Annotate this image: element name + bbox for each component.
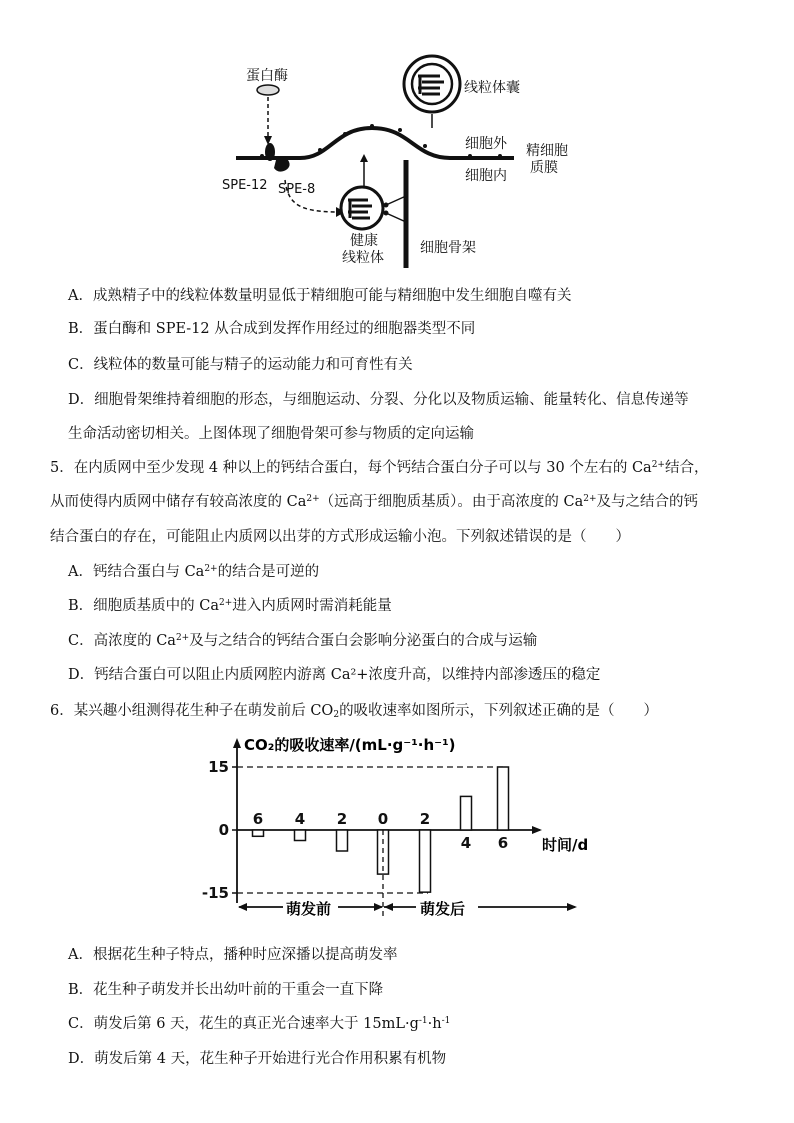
before-arrow-head-right: [374, 903, 383, 911]
q5-stem-line1: 5．在内质网中至少发现 4 种以上的钙结合蛋白，每个钙结合蛋白分子可以与 30 个左右的 $Ca^{2+}$结合，: [50, 460, 709, 476]
protease-icon: [257, 85, 279, 95]
bar-6: [498, 767, 509, 830]
mitochondria-diagram: [0, 0, 794, 280]
before-label: 萌发前: [286, 900, 332, 918]
label-mito-capsule: 线粒体囊: [464, 80, 520, 96]
q6-stem: 6．某兴趣小组测得花生种子在萌发前后 $CO_2$的吸收速率如图所示，下列叙述正确的是（ ）: [50, 703, 659, 720]
y-tick-label-0: 15: [208, 758, 229, 776]
label-protease: 蛋白酶: [246, 68, 288, 84]
bar-label-3: 0: [377, 810, 389, 828]
q4-option-c: C．线粒体的数量可能与精子的运动能力和可育性有关: [68, 357, 413, 373]
bar-0: [253, 830, 264, 836]
after-arrow-head-left: [384, 903, 393, 911]
y-tick-label-1: 0: [218, 821, 229, 839]
bar-label-4: 2: [419, 810, 431, 828]
label-membrane-2: 质膜: [530, 160, 558, 176]
q5-option-b: B．细胞质基质中的 $Ca^{2+}$进入内质网时需消耗能量: [68, 598, 392, 614]
bar-label-0: 6: [252, 810, 264, 828]
label-membrane-1: 精细胞: [526, 143, 568, 159]
label-inside: 细胞内: [465, 168, 507, 184]
bar-4: [420, 830, 431, 892]
q5-option-c: C．高浓度的 $Ca^{2+}$及与之结合的钙结合蛋白会影响分泌蛋白的合成与运输: [68, 633, 538, 649]
co2-absorption-chart: [0, 728, 794, 938]
q4-option-b: B．蛋白酶和 SPE-12 从合成到发挥作用经过的细胞器类型不同: [68, 321, 476, 337]
label-cytoskeleton: 细胞骨架: [420, 240, 476, 256]
q6-option-b: B．花生种子萌发并长出幼叶前的干重会一直下降: [68, 982, 384, 998]
mitochondria-capsule-icon: [404, 56, 460, 112]
q5-option-a: A．钙结合蛋白与 $Ca^{2+}$的结合是可逆的: [68, 564, 320, 580]
label-healthy-1: 健康: [350, 233, 378, 249]
label-spe12: SPE-12: [222, 178, 268, 193]
q5-option-d: D．钙结合蛋白可以阻止内质网腔内游离 Ca²+浓度升高，以维持内部渗透压的稳定: [68, 667, 601, 683]
q6-option-a: A．根据花生种子特点，播种时应深播以提高萌发率: [68, 947, 398, 963]
x-axis-arrow: [532, 826, 542, 834]
healthy-mitochondrion-icon: [341, 187, 383, 229]
bar-2: [337, 830, 348, 851]
bar-label-1: 4: [294, 810, 306, 828]
chart-title: CO₂的吸收速率/(mL·g⁻¹·h⁻¹): [244, 736, 456, 754]
q4-option-d-line1: D．细胞骨架维持着细胞的形态，与细胞运动、分裂、分化以及物质运输、能量转化、信息传递等: [68, 392, 689, 408]
q4-option-a: A．成熟精子中的线粒体数量明显低于精细胞可能与精细胞中发生细胞自噬有关: [68, 288, 572, 304]
label-healthy-2: 线粒体: [342, 250, 384, 266]
bar-label-2: 2: [336, 810, 348, 828]
q5-stem-line3: 结合蛋白的存在，可能阻止内质网以出芽的方式形成运输小泡。下列叙述错误的是（ ）: [50, 529, 630, 545]
x-axis-label: 时间/d: [542, 836, 589, 854]
label-spe8: SPE-8: [278, 182, 316, 197]
q5-stem-line2: 从而使得内质网中储存有较高浓度的 $Ca^{2+}$（远高于细胞质基质）。由于高浓度的 $Ca^{2+}$及与之结合的钙: [50, 494, 699, 510]
bar-5: [461, 796, 472, 830]
q4-option-d-line2: 生命活动密切相关。上图体现了细胞骨架可参与物质的定向运输: [68, 426, 474, 442]
spe12-protein: [265, 143, 275, 161]
y-tick-label-2: -15: [201, 884, 229, 902]
after-label: 萌发后: [420, 900, 466, 918]
q6-option-c: C．萌发后第 6 天，花生的真正光合速率大于 $15mL\cdot g^{-1}\cdot h^{-1}$: [68, 1016, 451, 1032]
y-axis-arrow: [233, 738, 241, 748]
bar-1: [295, 830, 306, 841]
bar-label-6: 6: [497, 834, 509, 852]
q6-option-d: D．萌发后第 4 天，花生种子开始进行光合作用积累有机物: [68, 1051, 447, 1067]
before-arrow-head-left: [238, 903, 247, 911]
after-arrow-head-right: [567, 903, 577, 911]
label-outside: 细胞外: [465, 136, 507, 152]
bar-label-5: 4: [460, 834, 472, 852]
